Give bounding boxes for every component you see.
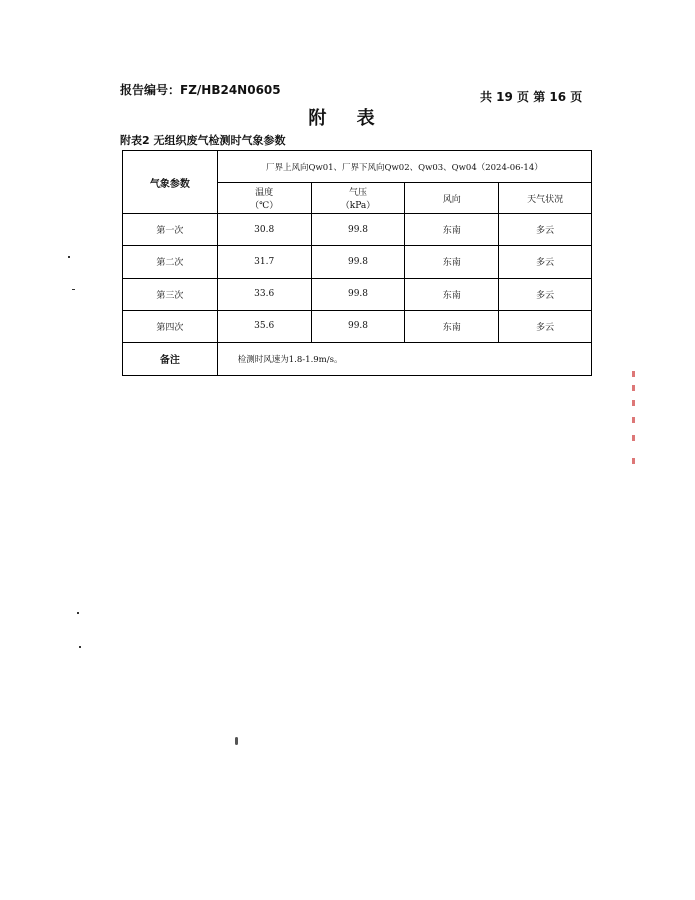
scan-speck bbox=[77, 612, 79, 614]
report-number: 报告编号：FZ/HB24N0605 bbox=[120, 83, 281, 97]
seal-edge-mark bbox=[632, 371, 635, 377]
weather-cell: 多云 bbox=[499, 246, 592, 278]
pressure-cell: 99.8 bbox=[311, 310, 405, 342]
column-header-unit: （kPa） bbox=[340, 201, 376, 212]
scan-speck bbox=[79, 646, 81, 648]
notes-row bbox=[123, 342, 592, 375]
weather-parameters-table bbox=[122, 150, 592, 376]
seal-edge-mark bbox=[632, 417, 635, 423]
wind-direction-cell: 东南 bbox=[405, 214, 499, 246]
notes-text: 检测时风速为1.8-1.9m/s。 bbox=[217, 342, 591, 375]
weather-cell: 多云 bbox=[499, 278, 592, 310]
column-header-label: 气压 bbox=[348, 188, 367, 199]
row-label: 第二次 bbox=[123, 246, 218, 278]
column-header-label: 温度 bbox=[255, 188, 274, 199]
weather-cell: 多云 bbox=[499, 310, 592, 342]
wind-direction-cell: 东南 bbox=[405, 278, 499, 310]
pressure-cell: 99.8 bbox=[311, 278, 405, 310]
column-header-weather: 天气状况 bbox=[499, 183, 592, 214]
param-header-cell: 气象参数 bbox=[123, 151, 218, 214]
temp-cell: 31.7 bbox=[217, 246, 311, 278]
period-header-cell: 厂界上风向Qw01、厂界下风向Qw02、Qw03、Qw04（2024-06-14） bbox=[217, 151, 591, 183]
weather-cell: 多云 bbox=[499, 214, 592, 246]
table-row bbox=[123, 246, 592, 278]
row-label: 第四次 bbox=[123, 310, 218, 342]
scan-speck bbox=[235, 737, 238, 745]
column-header-wind-direction: 风向 bbox=[405, 183, 499, 214]
temp-cell: 33.6 bbox=[217, 278, 311, 310]
column-header-temp bbox=[217, 183, 311, 214]
scan-speck bbox=[68, 256, 70, 258]
row-label: 第一次 bbox=[123, 214, 218, 246]
seal-edge-mark bbox=[632, 385, 635, 391]
pressure-cell: 99.8 bbox=[311, 246, 405, 278]
notes-label: 备注 bbox=[123, 342, 218, 375]
pressure-cell: 99.8 bbox=[311, 214, 405, 246]
table-row bbox=[123, 214, 592, 246]
page-count: 共 19 页 第 16 页 bbox=[480, 90, 583, 104]
page-title: 附 表 bbox=[308, 108, 387, 129]
wind-direction-cell: 东南 bbox=[405, 310, 499, 342]
row-label: 第三次 bbox=[123, 278, 218, 310]
scan-speck bbox=[72, 289, 75, 290]
temp-cell: 35.6 bbox=[217, 310, 311, 342]
table-header-row bbox=[123, 151, 592, 183]
table-row bbox=[123, 310, 592, 342]
table-row bbox=[123, 278, 592, 310]
wind-direction-cell: 东南 bbox=[405, 246, 499, 278]
column-header-unit: （℃） bbox=[250, 201, 279, 212]
seal-edge-mark bbox=[632, 435, 635, 441]
column-header-pressure bbox=[311, 183, 405, 214]
temp-cell: 30.8 bbox=[217, 214, 311, 246]
seal-edge-mark bbox=[632, 400, 635, 406]
seal-edge-mark bbox=[632, 458, 635, 464]
table-caption: 附表2 无组织废气检测时气象参数 bbox=[120, 134, 286, 147]
